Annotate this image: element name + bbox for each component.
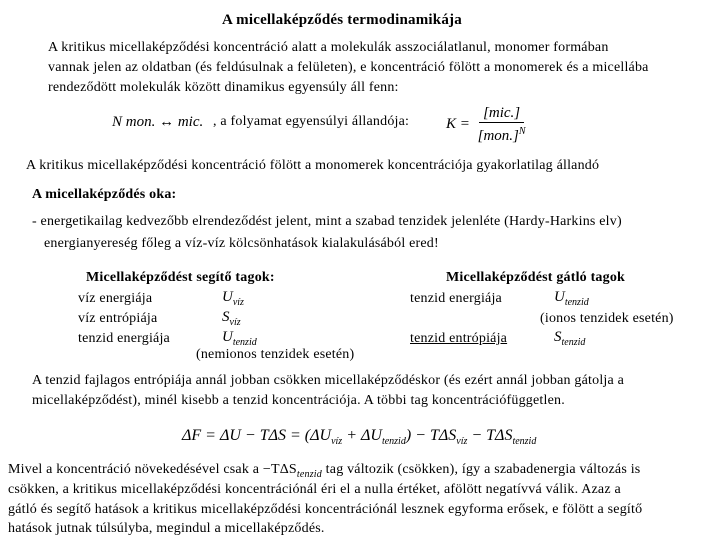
promoting-label-2: víz entrópiája	[78, 311, 158, 326]
k-fraction	[474, 104, 530, 145]
cause-line-2: energianyereség főleg a víz-víz kölcsönhatások kialakulásából ered!	[44, 236, 439, 251]
intro-line-1: A kritikus micellaképződési koncentráció alatt a molekulák asszociálatlanul, monomer formában	[48, 40, 609, 55]
promoting-note: (nemionos tenzidek esetén)	[196, 347, 355, 362]
equilibrium-label: , a folyamat egyensúlyi állandója:	[213, 114, 410, 129]
symbol: U	[222, 289, 233, 305]
cause-heading: A micellaképződés oka:	[32, 187, 177, 202]
promoting-symbol-2	[222, 309, 241, 328]
subscript: tenzid	[564, 297, 589, 308]
page-title: A micellaképződés termodinamikája	[222, 12, 462, 28]
equilibrium-reaction: N mon. ↔ mic.	[112, 114, 204, 130]
entropy-line-1: A tenzid fajlagos entrópiája annál jobban csökken micellaképződéskor (és ezért annál jobban gátolja a	[32, 373, 625, 388]
equilibrium-constant	[446, 104, 530, 145]
conclusion-line-3: gátló és segítő hatások a kritikus micellaképződési koncentrációnál lesznek egyforma erősek, e fölött a segítő	[8, 502, 643, 517]
promoting-symbol-1	[222, 289, 244, 308]
entropy-line-2: micellaképződést), minél kisebb a tenzid koncentrációja. A többi tag koncentrációfüggetlen.	[32, 393, 565, 408]
free-energy-equation	[182, 427, 536, 447]
conclusion-line-2: csökken, a kritikus micellaképződési koncentrációnál éri el a nulla értéket, afölött negatívvá válik. Azaz a	[8, 482, 621, 497]
constant-line: A kritikus micellaképződési koncentráció fölött a monomerek koncentrációja gyakorlatilag állandó	[26, 158, 600, 173]
subscript: víz	[232, 297, 244, 308]
eq-sub-viz-2: víz	[456, 436, 468, 448]
eq-u-close: ) − TΔS	[405, 427, 457, 444]
subscript: tenzid	[232, 337, 257, 348]
subscript: víz	[229, 317, 241, 328]
intro-line-2: vannak jelen az oldatban (és feldúsulnak a felületen), e koncentráció fölött a monomerek és a micellába	[48, 60, 649, 75]
symbol: S	[222, 309, 230, 325]
eq-u-open: (ΔU	[304, 427, 332, 444]
intro-line-3: rendeződött molekulák között dinamikus egyensúly áll fenn:	[48, 80, 399, 95]
symbol: S	[554, 329, 562, 345]
eq-lhs: ΔF = ΔU − TΔS =	[182, 427, 305, 444]
k-numerator: [mic.]	[479, 104, 524, 123]
symbol: U	[222, 329, 233, 345]
hindering-symbol-1	[554, 289, 589, 308]
hindering-label-2: tenzid entrópiája	[410, 331, 508, 346]
promoting-heading: Micellaképződést segítő tagok:	[86, 270, 275, 285]
cause-line-1: - energetikailag kedvezőbb elrendeződést jelent, mint a szabad tenzidek jelenléte (Hardy-Harkins elv)	[32, 214, 622, 229]
eq-sub-viz: víz	[331, 436, 343, 448]
hindering-symbol-2	[554, 329, 585, 348]
promoting-symbol-3	[222, 329, 257, 348]
k-exponent: N	[518, 126, 526, 137]
subscript: tenzid	[561, 337, 586, 348]
conclusion-line-4: hatások jutnak túlsúlyba, megindul a micellaképződés.	[8, 521, 325, 536]
conclusion-line-1b: tag változik (csökken), így a szabadenergia változás is	[321, 462, 641, 477]
hindering-label-1: tenzid energiája	[410, 291, 502, 306]
promoting-label-1: víz energiája	[78, 291, 153, 306]
hindering-heading: Micellaképződést gátló tagok	[446, 270, 626, 285]
eq-sub-tenzid-2: tenzid	[512, 436, 537, 448]
conclusion-line-1a: Mivel a koncentráció növekedésével csak a −TΔS	[8, 462, 297, 477]
eq-minus-tds: − TΔS	[467, 427, 513, 444]
conclusion-line-1	[8, 462, 640, 480]
eq-plus: + ΔU	[342, 427, 382, 444]
eq-sub-tenzid: tenzid	[381, 436, 406, 448]
k-symbol: K =	[446, 116, 470, 132]
conclusion-line-1-sub: tenzid	[296, 468, 322, 480]
symbol: U	[554, 289, 565, 305]
k-denominator-text: [mon.]	[477, 128, 519, 144]
promoting-label-3: tenzid energiája	[78, 331, 170, 346]
k-denominator	[474, 123, 530, 145]
hindering-note: (ionos tenzidek esetén)	[540, 311, 674, 326]
